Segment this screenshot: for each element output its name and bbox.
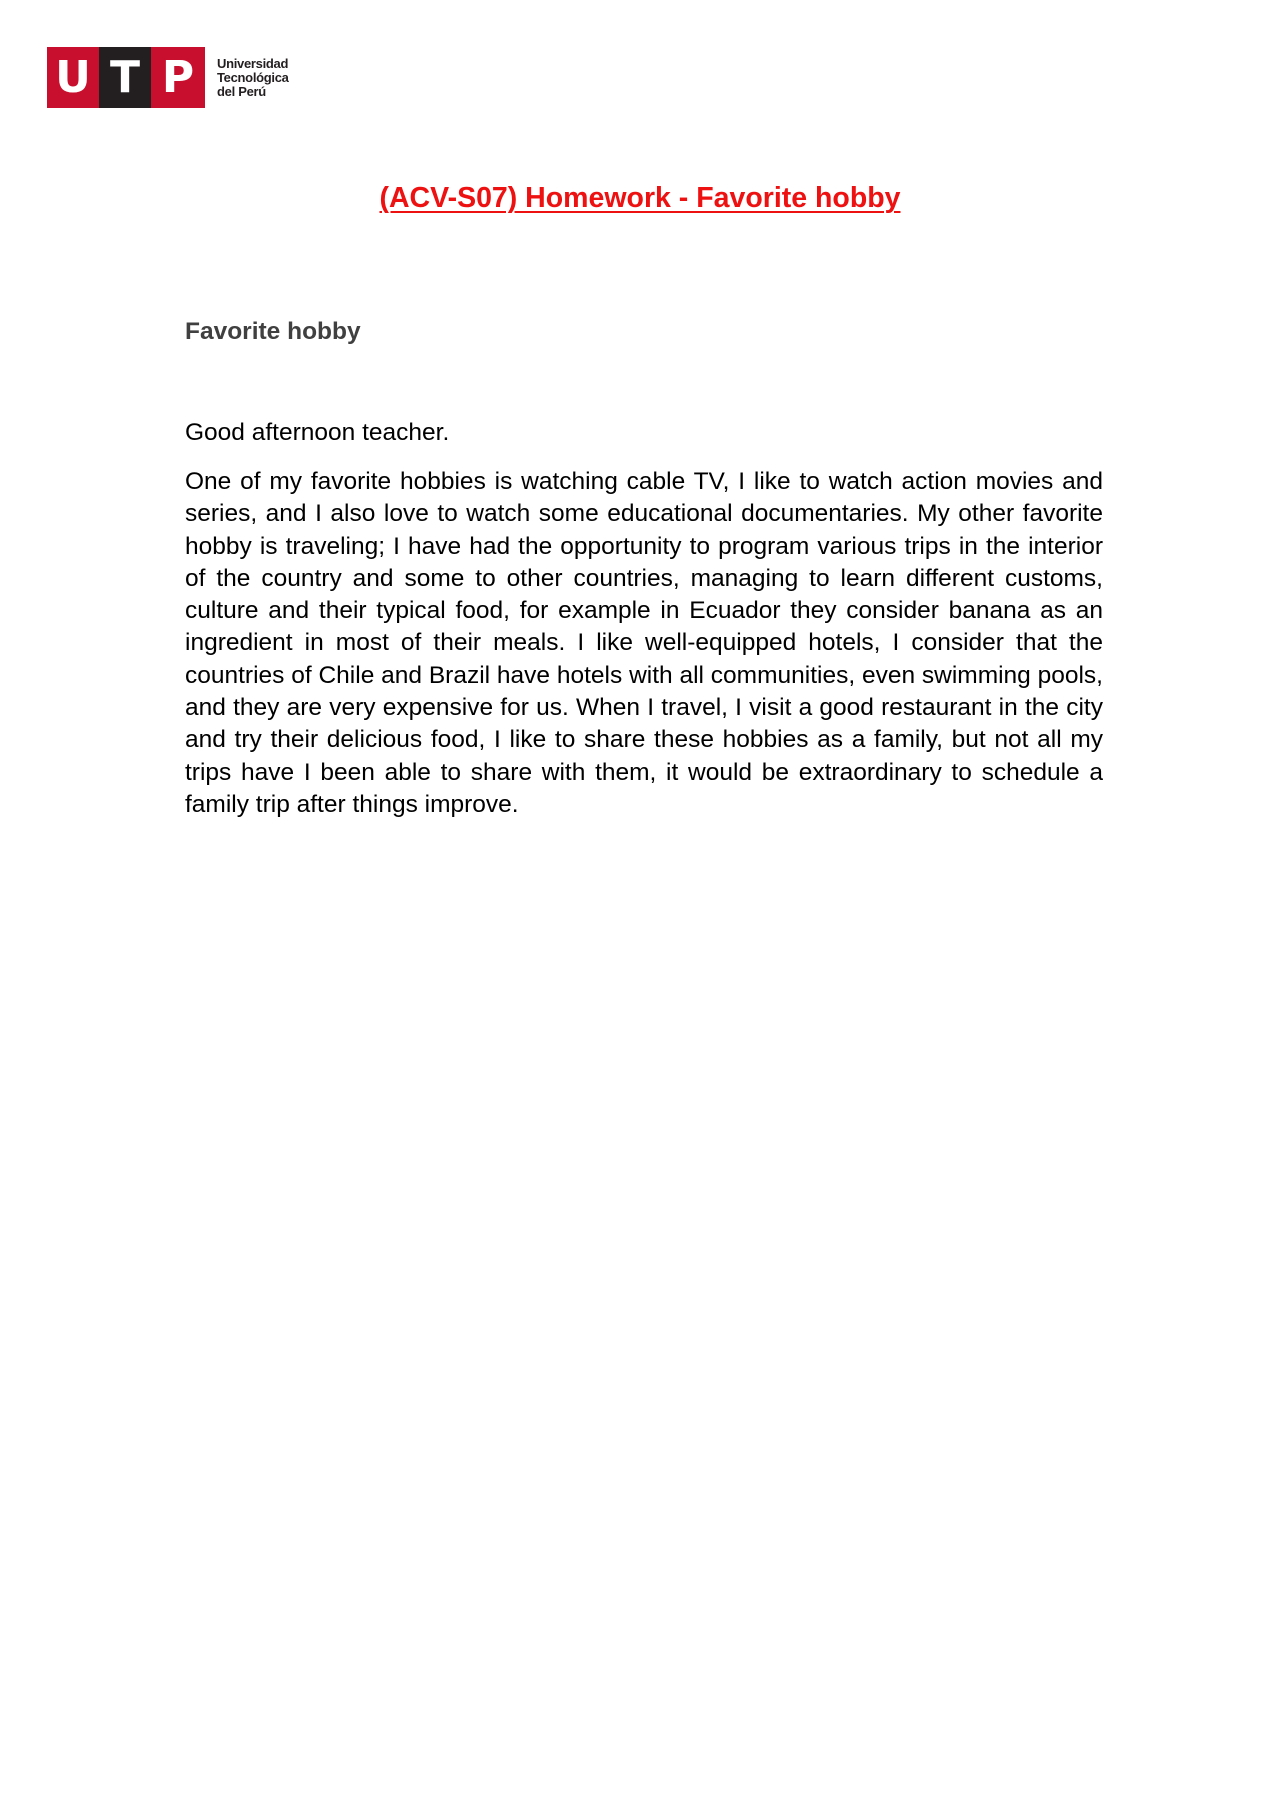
logo-letter-u: U bbox=[47, 47, 99, 108]
logo-text-line-2: Tecnológica bbox=[217, 69, 289, 85]
logo-text-line-3: del Perú bbox=[217, 83, 266, 99]
section-heading: Favorite hobby bbox=[185, 318, 361, 345]
body-paragraph: One of my favorite hobbies is watching cable TV, I like to watch action movies and series, and I also love to watch some educational documentaries. My other favorite hobby is traveling; I have had the opportunity to program various trips in the interior of the country and some to other countries, managing to learn different customs, culture and their typical food, for example in Ecuador they consider banana as an ingredient in most of their meals. I like well-equipped hotels, I consider that the countries of Chile and Brazil have hotels with all communities, even swimming pools, and they are very expensive for us. When I travel, I visit a good restaurant in the city and try their delicious food, I like to share these hobbies as a family, but not all my trips have I been able to share with them, it would be extraordinary to schedule a family trip after things improve. bbox=[185, 468, 1103, 818]
greeting-text: Good afternoon teacher. bbox=[185, 419, 450, 446]
document-title-text: (ACV-S07) Homework - Favorite hobby bbox=[379, 182, 901, 214]
document-title bbox=[0, 182, 1280, 215]
logo-letter-t: T bbox=[99, 47, 151, 108]
logo-letter-blocks bbox=[47, 47, 205, 108]
logo-text-line-1: Universidad bbox=[217, 55, 289, 71]
utp-logo bbox=[47, 47, 289, 108]
logo-letter-p: P bbox=[151, 47, 205, 108]
logo-wordmark bbox=[217, 57, 289, 99]
